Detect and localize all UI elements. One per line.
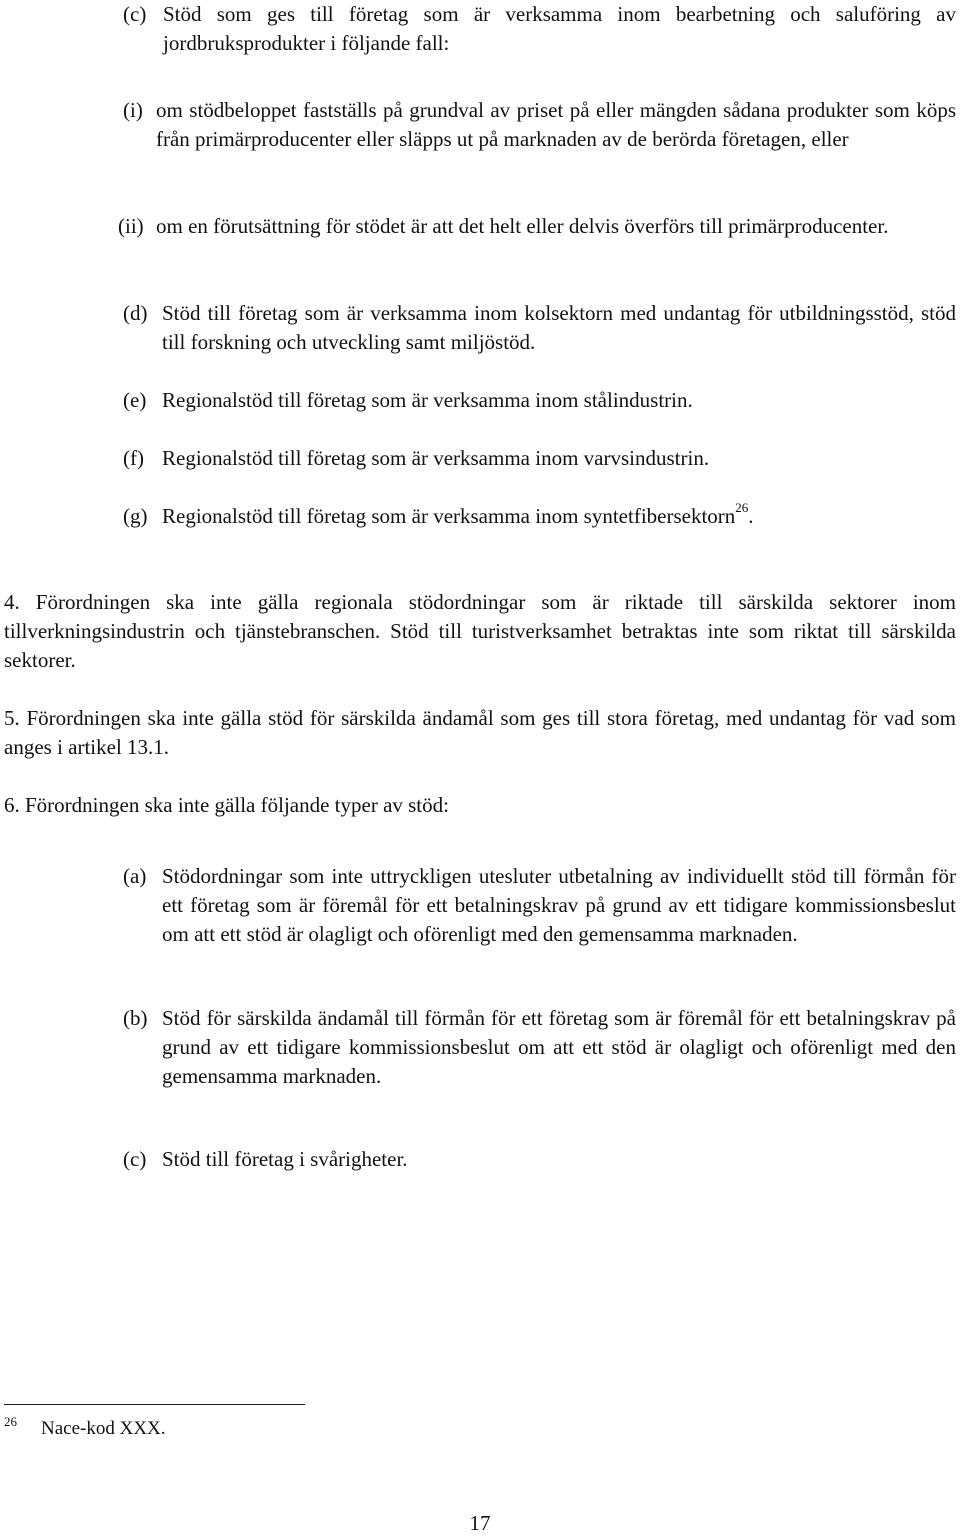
list-item — [123, 1145, 956, 1174]
footnote-ref: 26 — [735, 500, 749, 515]
item-text: om en förutsättning för stödet är att det helt eller delvis överförs till primärproducenter. — [156, 214, 889, 238]
list-item — [123, 96, 956, 154]
list-item — [123, 299, 956, 357]
list-item — [118, 212, 956, 241]
paragraph-5: 5. Förordningen ska inte gälla stöd för särskilda ändamål som ges till stora företag, med undantag för vad som anges i artikel 13.1. — [4, 706, 956, 759]
footnote-text: Nace-kod XXX. — [41, 1418, 166, 1439]
item-text: Stöd till företag som är verksamma inom kolsektorn med undantag för utbildningsstöd, stöd till forskning och utveckling samt miljöstöd. — [162, 301, 956, 354]
item-label: (d) — [123, 301, 148, 325]
item-text: Regionalstöd till företag som är verksamma inom varvsindustrin. — [162, 446, 710, 470]
item-label: (ii) — [118, 214, 144, 238]
list-item — [123, 502, 956, 531]
item-text: Stöd för särskilda ändamål till förmån för ett företag som är föremål för ett betalningskrav på grund av ett tidigare kommissionsbeslut om att ett stöd är olagligt och oförenligt med den gemensamma marknaden. — [162, 1006, 956, 1088]
item-label: (f) — [123, 446, 144, 470]
item-text: Stödordningar som inte uttryckligen utesluter utbetalning av individuellt stöd till förmån för ett företag som är föremål för ett betalningskrav på grund av ett tidigare kommissionsbeslut om att ett stöd är olagligt och oförenligt med den gemensamma marknaden. — [162, 864, 956, 946]
item-label: (c) — [123, 2, 147, 26]
item-text: Stöd till företag i svårigheter. — [162, 1147, 408, 1171]
item-text-end: . — [748, 504, 754, 528]
item-text: om stödbeloppet fastställs på grundval av priset på eller mängden sådana produkter som köps från primärproducenter eller släpps ut på marknaden av de berörda företagen, eller — [156, 98, 956, 151]
item-text: Stöd som ges till företag som är verksamma inom bearbetning och saluföring av jordbruksprodukter i följande fall: — [163, 2, 956, 55]
item-label: (a) — [123, 864, 147, 888]
item-text: Regionalstöd till företag som är verksamma inom stålindustrin. — [162, 388, 693, 412]
footnote-number: 26 — [4, 1414, 17, 1429]
list-item — [123, 444, 956, 473]
item-text — [162, 502, 956, 531]
item-label: (c) — [123, 1147, 147, 1171]
list-item — [123, 386, 956, 415]
item-label: (g) — [123, 504, 148, 528]
page-number: 17 — [469, 1511, 491, 1535]
list-item — [123, 1004, 956, 1091]
item-label: (b) — [123, 1006, 148, 1030]
item-label: (e) — [123, 388, 147, 412]
paragraph-4: 4. Förordningen ska inte gälla regionala stödordningar som är riktade till särskilda sektorer inom tillverkningsindustrin och tjänstebranschen. Stöd till turistverksamhet betraktas inte som riktat till särskilda sektorer. — [4, 590, 956, 672]
item-text-main: Regionalstöd till företag som är verksamma inom syntetfibersektorn — [162, 504, 736, 528]
item-label: (i) — [123, 98, 143, 122]
list-item — [123, 0, 956, 58]
list-item — [123, 862, 956, 949]
footnote-divider — [4, 1404, 305, 1405]
paragraph-6: 6. Förordningen ska inte gälla följande typer av stöd: — [4, 793, 449, 817]
